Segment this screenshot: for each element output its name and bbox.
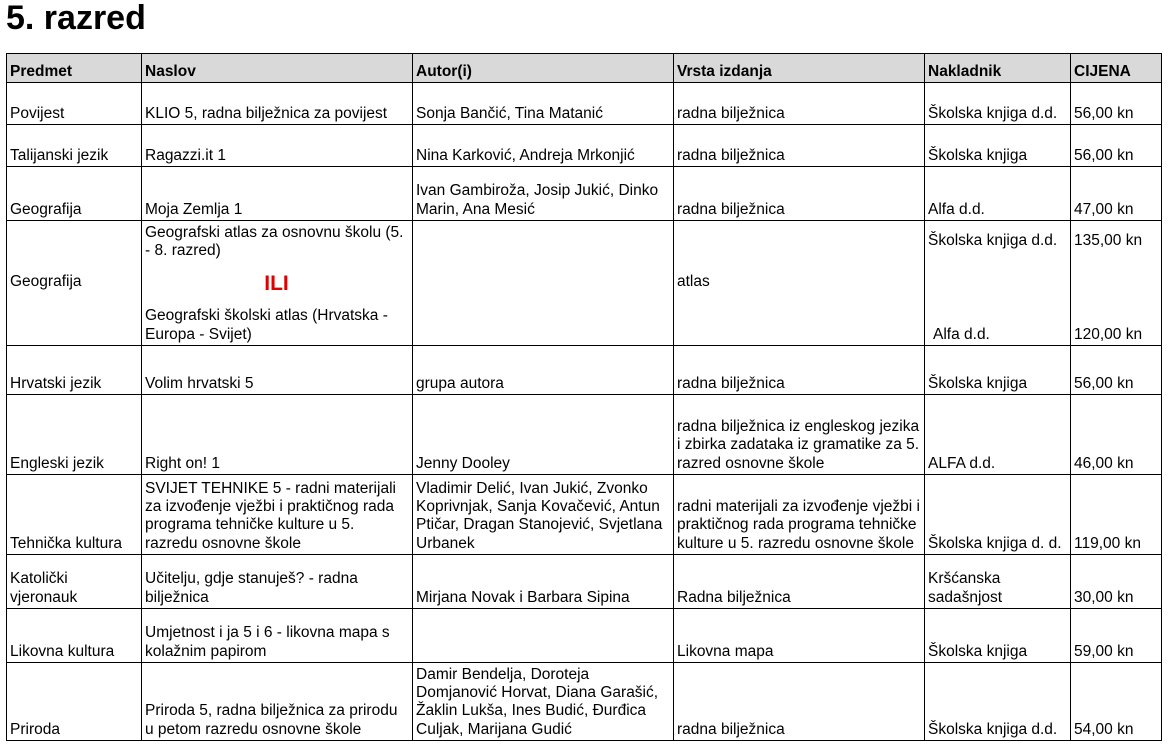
nakladnik-option-b: Alfa d.d.: [933, 325, 990, 343]
cell-cijena: 54,00 kn: [1071, 663, 1162, 741]
cell-nakladnik: Školska knjiga d.d.: [925, 83, 1071, 125]
cell-cijena: [1071, 221, 1162, 346]
cell-predmet: Engleski jezik: [7, 395, 142, 475]
cell-cijena: 30,00 kn: [1071, 555, 1162, 609]
cell-cijena: 59,00 kn: [1071, 609, 1162, 663]
cell-naslov: Volim hrvatski 5: [142, 346, 413, 395]
cell-autor: [413, 221, 674, 346]
cell-predmet: Geografija: [7, 221, 142, 346]
cell-vrsta: radni materijali za izvođenje vježbi i praktičnog rada programa tehničke kulture u 5. razredu osnovne škole: [674, 475, 925, 555]
nakladnik-option-a: Školska knjiga d.d.: [928, 232, 1058, 249]
table-row: [7, 555, 1162, 609]
cell-predmet: Tehnička kultura: [7, 475, 142, 555]
cell-predmet: Geografija: [7, 167, 142, 221]
column-header-autor: Autor(i): [413, 54, 674, 83]
table-row: [7, 395, 1162, 475]
textbook-table: [6, 53, 1162, 741]
cell-naslov: KLIO 5, radna bilježnica za povijest: [142, 83, 413, 125]
cell-naslov: Umjetnost i ja 5 i 6 - likovna mapa s kolažnim papirom: [142, 609, 413, 663]
cell-predmet: Katolički vjeronauk: [7, 555, 142, 609]
table-header-row: [7, 54, 1162, 83]
cell-autor: Sonja Bančić, Tina Matanić: [413, 83, 674, 125]
column-header-vrsta: Vrsta izdanja: [674, 54, 925, 83]
column-header-naslov: Naslov: [142, 54, 413, 83]
table-row: [7, 663, 1162, 741]
cell-vrsta: Likovna mapa: [674, 609, 925, 663]
column-header-nakladnik: Nakladnik: [925, 54, 1071, 83]
cell-nakladnik: Školska knjiga d. d.: [925, 475, 1071, 555]
cell-vrsta: radna bilježnica: [674, 167, 925, 221]
cijena-option-a: 135,00 kn: [1074, 232, 1143, 249]
cell-nakladnik: Kršćanska sadašnjost: [925, 555, 1071, 609]
table-row: [7, 167, 1162, 221]
cell-autor: [413, 609, 674, 663]
cell-predmet: Priroda: [7, 663, 142, 741]
ili-label: ILI: [264, 271, 289, 295]
page-title: 5. razred: [6, 0, 146, 37]
cell-nakladnik: Alfa d.d.: [925, 167, 1071, 221]
table-row: [7, 83, 1162, 125]
cell-autor: Vladimir Delić, Ivan Jukić, Zvonko Koprivnjak, Sanja Kovačević, Antun Ptičar, Dragan Stanojević, Svjetlana Urbanek: [413, 475, 674, 555]
cell-predmet: Talijanski jezik: [7, 125, 142, 167]
cell-predmet: Likovna kultura: [7, 609, 142, 663]
cell-nakladnik: Školska knjiga d.d.: [925, 663, 1071, 741]
cell-autor: Nina Karković, Andreja Mrkonjić: [413, 125, 674, 167]
cell-vrsta: Radna bilježnica: [674, 555, 925, 609]
cell-nakladnik: Školska knjiga: [925, 609, 1071, 663]
cell-vrsta: radna bilježnica iz engleskog jezika i zbirka zadataka iz gramatike za 5. razred osnovne škole: [674, 395, 925, 475]
cell-nakladnik: [925, 221, 1071, 346]
cell-vrsta: radna bilježnica: [674, 663, 925, 741]
cell-vrsta: atlas: [674, 221, 925, 346]
cell-cijena: 56,00 kn: [1071, 125, 1162, 167]
cell-naslov: SVIJET TEHNIKE 5 - radni materijali za izvođenje vježbi i praktičnog rada programa tehničke kulture u 5. razredu osnovne škole: [142, 475, 413, 555]
cell-cijena: 119,00 kn: [1071, 475, 1162, 555]
cell-vrsta: radna bilježnica: [674, 125, 925, 167]
cell-predmet: Hrvatski jezik: [7, 346, 142, 395]
cell-naslov: Right on! 1: [142, 395, 413, 475]
cell-naslov: Moja Zemlja 1: [142, 167, 413, 221]
cell-naslov: Priroda 5, radna bilježnica za prirodu u petom razredu osnovne škole: [142, 663, 413, 741]
naslov-option-b: Geografski školski atlas (Hrvatska - Europa - Svijet): [145, 307, 388, 343]
cell-autor: grupa autora: [413, 346, 674, 395]
cell-nakladnik: Školska knjiga: [925, 125, 1071, 167]
cell-autor: Mirjana Novak i Barbara Sipina: [413, 555, 674, 609]
table-row: [7, 609, 1162, 663]
cell-cijena: 47,00 kn: [1071, 167, 1162, 221]
table-row: [7, 346, 1162, 395]
cell-vrsta: radna bilježnica: [674, 83, 925, 125]
cell-vrsta: radna bilježnica: [674, 346, 925, 395]
cell-nakladnik: Školska knjiga: [925, 346, 1071, 395]
column-header-predmet: Predmet: [7, 54, 142, 83]
cell-nakladnik: ALFA d.d.: [925, 395, 1071, 475]
cijena-option-b: 120,00 kn: [1074, 325, 1143, 343]
cell-autor: Ivan Gambiroža, Josip Jukić, Dinko Marin, Ana Mesić: [413, 167, 674, 221]
cell-naslov: Učitelju, gdje stanuješ? - radna bilježnica: [142, 555, 413, 609]
column-header-cijena: CIJENA: [1071, 54, 1162, 83]
cell-autor: Damir Bendelja, Doroteja Domjanović Horvat, Diana Garašić, Žaklin Lukša, Ines Budić, Đurđica Culjak, Marijana Gudić: [413, 663, 674, 741]
cell-predmet: Povijest: [7, 83, 142, 125]
cell-naslov: Ragazzi.it 1: [142, 125, 413, 167]
cell-naslov: [142, 221, 413, 346]
table-row: [7, 125, 1162, 167]
cell-cijena: 46,00 kn: [1071, 395, 1162, 475]
cell-cijena: 56,00 kn: [1071, 346, 1162, 395]
cell-cijena: 56,00 kn: [1071, 83, 1162, 125]
table-row: [7, 221, 1162, 346]
naslov-option-a: Geografski atlas za osnovnu školu (5. - 8. razred): [145, 224, 404, 260]
table-row: [7, 475, 1162, 555]
cell-autor: Jenny Dooley: [413, 395, 674, 475]
